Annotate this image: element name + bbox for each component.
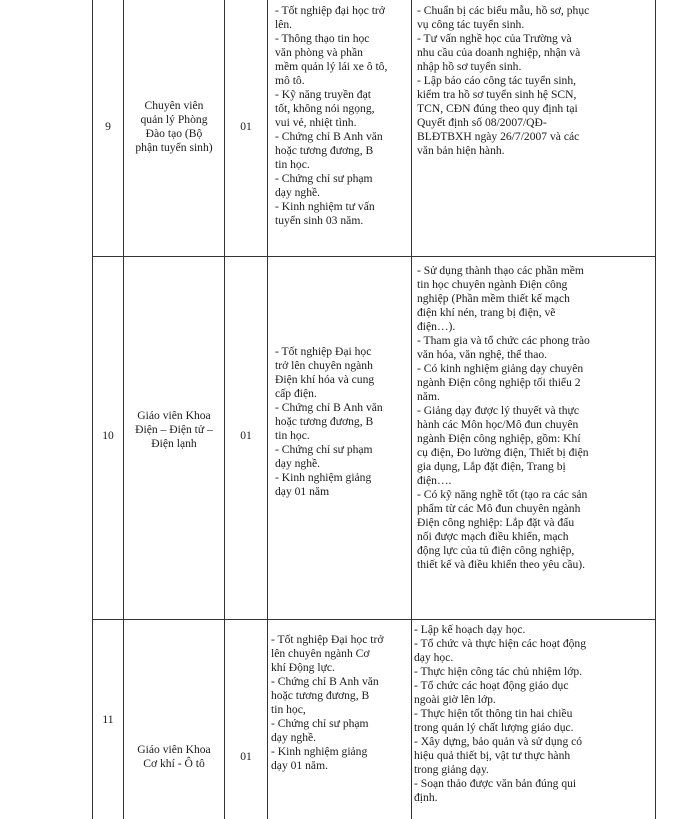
duty-line: TCN, CĐN đúng theo quy định tại bbox=[417, 102, 578, 115]
requirement-line: hoặc tương đương, B bbox=[271, 689, 370, 702]
duty-line: nối được mạch điều khiển, mạch bbox=[417, 530, 569, 543]
requirement-line: - Chứng chỉ B Anh văn bbox=[271, 675, 379, 688]
requirement-line: tuyển sinh 03 năm. bbox=[275, 214, 364, 227]
duty-line: - Soạn thảo được văn bản đúng qui bbox=[414, 777, 577, 790]
col-divider bbox=[655, 0, 656, 819]
duty-line: tin học chuyên ngành Điện công bbox=[417, 278, 568, 291]
duty-line: - Tổ chức và thực hiện các hoạt động bbox=[414, 637, 587, 650]
requirement-line: hoặc tương đương, B bbox=[275, 415, 374, 428]
requirement-line: dạy 01 năm bbox=[275, 485, 330, 498]
requirement-line: - Chứng chỉ B Anh văn bbox=[275, 401, 383, 414]
duty-line: nhu cầu của doanh nghiệp, nhận và bbox=[417, 46, 581, 59]
requirement-line: khí Động lực. bbox=[271, 661, 335, 674]
position-title bbox=[124, 743, 224, 771]
requirement-line: lên. bbox=[275, 18, 293, 31]
duty-line: nghiệp (Phần mềm thiết kế mạch bbox=[417, 292, 570, 305]
duty-line: vụ công tác tuyển sinh. bbox=[417, 18, 525, 31]
duty-line: - Chuẩn bị các biểu mẫu, hồ sơ, phục bbox=[417, 4, 590, 17]
requirement-line: văn phòng và phần bbox=[275, 46, 363, 59]
row-divider bbox=[92, 256, 656, 257]
duty-line: BLĐTBXH ngày 26/7/2007 và các bbox=[417, 130, 580, 143]
requirement-line: dạy nghề. bbox=[275, 457, 321, 470]
duty-line: - Giảng dạy được lý thuyết và thực bbox=[417, 404, 579, 417]
duty-line: - Có kỹ năng nghề tốt (tạo ra các sản bbox=[417, 488, 588, 501]
duties-cell bbox=[414, 623, 651, 805]
requirement-line: cấp điện. bbox=[275, 387, 317, 400]
quantity: 01 bbox=[240, 750, 252, 763]
requirement-line: - Kỹ năng truyền đạt bbox=[275, 88, 371, 101]
duty-line: điện…). bbox=[417, 320, 456, 333]
duty-line: điện khí nén, trang bị điện, vẽ bbox=[417, 306, 556, 319]
position-line: Cơ khí - Ô tô bbox=[143, 757, 205, 770]
requirement-line: trở lên chuyên ngành bbox=[275, 359, 373, 372]
requirement-line: - Tốt nghiệp đại học trở bbox=[275, 4, 385, 17]
requirement-line: vui vẻ, nhiệt tình. bbox=[275, 116, 357, 129]
duty-line: điện…. bbox=[417, 474, 452, 487]
duty-line: năm. bbox=[417, 390, 440, 403]
duty-line: văn hóa, văn nghệ, thể thao. bbox=[417, 348, 548, 361]
requirement-line: - Chứng chỉ sư phạm bbox=[275, 443, 373, 456]
duty-line: trong giảng dạy. bbox=[414, 763, 489, 776]
duty-line: - Lập báo cáo công tác tuyển sinh, bbox=[417, 74, 577, 87]
position-line: Điện – Điện tử – bbox=[135, 423, 213, 436]
requirement-line: dạy nghề. bbox=[275, 186, 321, 199]
duty-line: - Có kinh nghiệm giảng dạy chuyên bbox=[417, 362, 584, 375]
requirement-line: - Chứng chỉ B Anh văn bbox=[275, 130, 383, 143]
position-line: Đào tạo (Bộ bbox=[145, 127, 203, 140]
row-number: 11 bbox=[102, 713, 114, 726]
duty-line: văn bản hiện hành. bbox=[417, 144, 505, 157]
position-line: Giáo viên Khoa bbox=[137, 409, 211, 422]
col-divider bbox=[411, 0, 412, 819]
duty-line: - Tham gia và tổ chức các phong trào bbox=[417, 334, 590, 347]
duty-line: trong quản lý chất lượng giáo dục. bbox=[414, 721, 574, 734]
requirement-line: Điện khí hóa và cung bbox=[275, 373, 375, 386]
duty-line: gia dụng, Lắp đặt điện, Trang bị bbox=[417, 460, 566, 473]
duty-line: Điện công nghiệp: Lắp đặt và đấu bbox=[417, 516, 575, 529]
requirement-line: mô tô. bbox=[275, 74, 305, 87]
requirement-line: lên chuyên ngành Cơ bbox=[271, 647, 370, 660]
requirement-line: dạy 01 năm. bbox=[271, 759, 328, 772]
requirement-line: tốt, không nói ngọng, bbox=[275, 102, 375, 115]
row-number: 10 bbox=[102, 429, 114, 442]
duty-line: - Xây dựng, bảo quản và sử dụng có bbox=[414, 735, 583, 748]
requirement-line: - Kinh nghiệm giảng bbox=[271, 745, 368, 758]
duty-line: cụ điện, Đo lường điện, Thiết bị điện bbox=[417, 446, 589, 459]
requirements-cell bbox=[275, 345, 408, 499]
position-line: Chuyên viên bbox=[144, 99, 204, 112]
quantity: 01 bbox=[240, 429, 252, 442]
requirement-line: tin học. bbox=[275, 429, 310, 442]
duty-line: - Tư vấn nghề học của Trường và bbox=[417, 32, 572, 45]
duty-line: - Thực hiện tốt thông tin hai chiều bbox=[414, 707, 573, 720]
col-divider bbox=[267, 0, 268, 819]
position-title bbox=[124, 409, 224, 451]
duty-line: ngoài giờ lên lớp. bbox=[414, 693, 496, 706]
duties-cell bbox=[417, 264, 651, 572]
duty-line: - Sử dụng thành thạo các phần mềm bbox=[417, 264, 584, 277]
requirement-line: - Chứng chỉ sư phạm bbox=[275, 172, 373, 185]
duty-line: ngành Điện công nghiệp, gồm: Khí bbox=[417, 432, 581, 445]
requirements-cell bbox=[271, 633, 408, 773]
duty-line: - Thực hiện công tác chủ nhiệm lớp. bbox=[414, 665, 583, 678]
position-title bbox=[124, 99, 224, 155]
requirement-line: - Kinh nghiệm giảng bbox=[275, 471, 372, 484]
requirement-line: dạy nghề. bbox=[271, 731, 317, 744]
duty-line: nhập hồ sơ tuyển sinh. bbox=[417, 60, 522, 73]
row-number: 9 bbox=[105, 120, 111, 133]
requirement-line: - Chứng chỉ sư phạm bbox=[271, 717, 369, 730]
requirement-line: - Kinh nghiệm tư vấn bbox=[275, 200, 375, 213]
duty-line: định. bbox=[414, 791, 438, 804]
duties-cell bbox=[417, 4, 651, 158]
requirement-line: mềm quản lý lái xe ô tô, bbox=[275, 60, 388, 73]
requirement-line: - Tốt nghiệp Đại học bbox=[275, 345, 372, 358]
position-line: phận tuyển sinh) bbox=[135, 141, 213, 154]
requirement-line: - Tốt nghiệp Đại học trở bbox=[271, 633, 384, 646]
row-divider bbox=[92, 619, 656, 620]
quantity: 01 bbox=[240, 120, 252, 133]
requirement-line: hoặc tương đương, B bbox=[275, 144, 374, 157]
position-line: Điện lạnh bbox=[151, 437, 197, 450]
duty-line: ngành Điện công nghiệp tối thiểu 2 bbox=[417, 376, 581, 389]
duty-line: phẩm từ các Mô đun chuyên ngành bbox=[417, 502, 581, 515]
duty-line: dạy học. bbox=[414, 651, 454, 664]
position-line: quản lý Phòng bbox=[140, 113, 208, 126]
duty-line: thiết kế và điều khiển theo yêu cầu). bbox=[417, 558, 586, 571]
duty-line: - Tổ chức các hoạt động giáo dục bbox=[414, 679, 569, 692]
requirement-line: tin học. bbox=[275, 158, 310, 171]
position-line: Giáo viên Khoa bbox=[137, 743, 211, 756]
duty-line: hành các Môn học/Mô đun chuyên bbox=[417, 418, 579, 431]
duty-line: động lực của tủ điện công nghiệp, bbox=[417, 544, 575, 557]
duty-line: Quyết định số 08/2007/QĐ- bbox=[417, 116, 547, 129]
duty-line: - Lập kế hoạch dạy học. bbox=[414, 623, 526, 636]
requirement-line: tin học, bbox=[271, 703, 306, 716]
duty-line: kiểm tra hồ sơ tuyển sinh hệ SCN, bbox=[417, 88, 577, 101]
requirement-line: - Thông thạo tin học bbox=[275, 32, 370, 45]
duty-line: hiệu quả thiết bị, vật tư thực hành bbox=[414, 749, 571, 762]
requirements-cell bbox=[275, 4, 408, 228]
